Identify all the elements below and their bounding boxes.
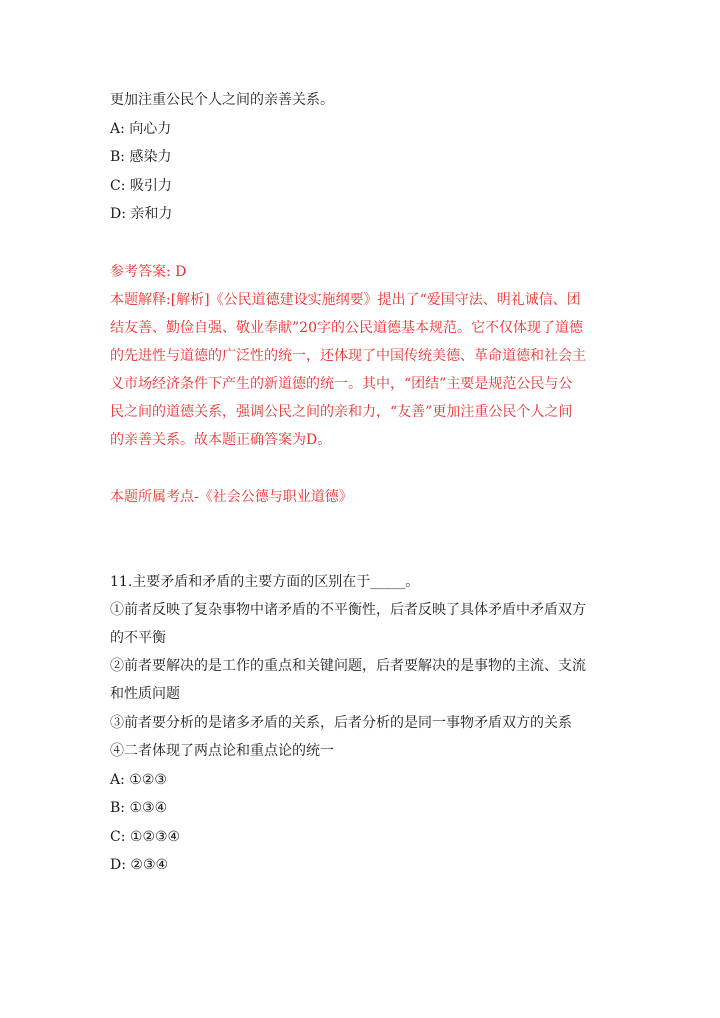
option-label: B: xyxy=(110,800,130,816)
option-label: C: xyxy=(110,829,130,845)
option-label: A: xyxy=(110,772,130,788)
explanation-line: 义市场经济条件下产生的新道德的统一。其中，“团结”主要是规范公民与公 xyxy=(110,376,573,392)
option-label: B: xyxy=(110,149,130,165)
statement-line: ②前者要解决的是工作的重点和关键问题，后者要解决的是事物的主流、支流 xyxy=(110,658,586,674)
option-b xyxy=(110,147,620,167)
explanation-line: 的亲善关系。故本题正确答案为D。 xyxy=(110,432,332,448)
option-text: ①③④ xyxy=(129,800,168,816)
statement-line: 和性质问题 xyxy=(110,686,180,702)
statement-line: ③前者要分析的是诸多矛盾的关系，后者分析的是同一事物矛盾双方的关系 xyxy=(110,715,572,731)
question-stem: 11.主要矛盾和矛盾的主要方面的区别在于_____。 xyxy=(110,574,420,590)
option-text: ②③④ xyxy=(130,857,169,873)
question-stem-tail: 更加注重公民个人之间的亲善关系。 xyxy=(110,92,334,108)
option-c xyxy=(110,827,620,847)
option-text: ①②③ xyxy=(129,772,167,788)
statement-line: ④二者体现了两点论和重点论的统一 xyxy=(110,743,334,759)
option-text: 吸引力 xyxy=(129,178,172,194)
explanation-line: 民之间的道德关系，强调公民之间的亲和力，“友善”更加注重公民个人之间 xyxy=(110,404,573,420)
explanation-line: 本题解释:[解析]《公民道德建设实施纲要》提出了“爱国守法、明礼诚信、团 xyxy=(110,292,581,308)
statement-line: ①前者反映了复杂事物中诸矛盾的不平衡性，后者反映了具体矛盾中矛盾双方 xyxy=(110,602,586,618)
option-b xyxy=(110,798,620,818)
option-c xyxy=(110,176,620,196)
option-label: A: xyxy=(110,121,130,137)
topic-note: 本题所属考点-《社会公德与职业道德》 xyxy=(110,489,353,505)
option-a xyxy=(110,770,620,790)
statement-line: 的不平衡 xyxy=(110,630,166,646)
option-d xyxy=(110,204,620,224)
option-text: 感染力 xyxy=(129,149,172,165)
option-label: D: xyxy=(110,206,131,222)
option-text: 向心力 xyxy=(129,121,172,137)
option-label: C: xyxy=(110,178,130,194)
reference-answer: 参考答案: D xyxy=(110,264,187,280)
option-a xyxy=(110,119,620,139)
option-text: ①②③④ xyxy=(129,829,181,845)
option-label: D: xyxy=(110,857,131,873)
explanation-line: 的先进性与道德的广泛性的统一，还体现了中国传统美德、革命道德和社会主 xyxy=(110,348,586,364)
option-d xyxy=(110,855,620,875)
option-text: 亲和力 xyxy=(130,206,173,222)
explanation-line: 结友善、勤俭自强、敬业奉献”20字的公民道德基本规范。它不仅体现了道德 xyxy=(110,320,583,336)
